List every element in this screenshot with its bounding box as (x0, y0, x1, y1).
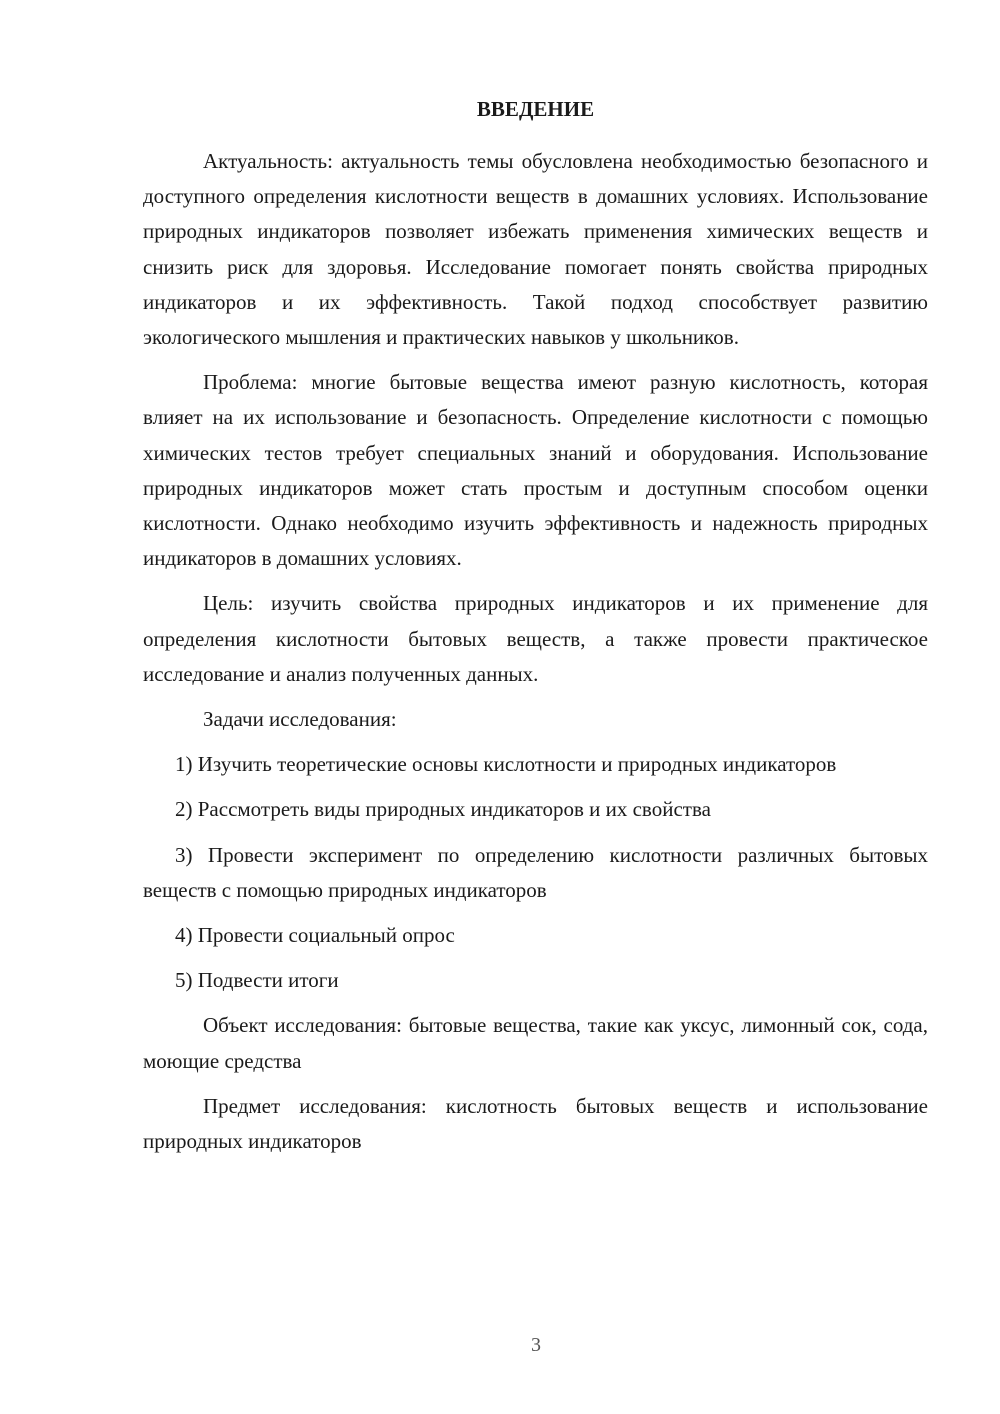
tasks-list (143, 747, 928, 998)
task-item-3: 3) Провести эксперимент по определению кислотности различных бытовых веществ с помощью природных индикаторов (143, 842, 928, 902)
document-page (143, 92, 928, 1169)
task-item-4: 4) Провести социальный опрос (175, 923, 455, 948)
paragraph-problem: Проблема: многие бытовые вещества имеют разную кислотность, которая влияет на их использование и безопасность. Определение кислотности с помощью химических тестов требует специальных знаний и оборудования. Использование природных индикаторов может стать простым и доступным способом оценки кислотности. Однако необходимо изучить эффективность и надежность природных индикаторов в домашних условиях. (143, 370, 928, 571)
task-item-5: 5) Подвести итоги (175, 968, 339, 993)
paragraph-goal: Цель: изучить свойства природных индикаторов и их применение для определения кислотности бытовых веществ, а также провести практическое исследование и анализ полученных данных. (143, 591, 928, 686)
paragraph-object: Объект исследования: бытовые вещества, такие как уксус, лимонный сок, сода, моющие средства (143, 1013, 928, 1073)
page-number: 3 (531, 1334, 541, 1356)
task-item-1: 1) Изучить теоретические основы кислотности и природных индикаторов (175, 752, 837, 777)
paragraph-relevance: Актуальность: актуальность темы обусловлена необходимостью безопасного и доступного определения кислотности веществ в домашних условиях. Использование природных индикаторов позволяет избежать применения химических веществ и снизить риск для здоровья. Исследование помогает понять свойства природных индикаторов и их эффективность. Такой подход способствует развитию экологического мышления и практических навыков у школьников. (143, 149, 928, 350)
section-title: ВВЕДЕНИЕ (476, 97, 595, 121)
task-item-2: 2) Рассмотреть виды природных индикаторов и их свойства (175, 797, 711, 822)
tasks-heading: Задачи исследования: (203, 707, 397, 732)
paragraph-subject: Предмет исследования: кислотность бытовых веществ и использование природных индикаторов (143, 1093, 928, 1154)
